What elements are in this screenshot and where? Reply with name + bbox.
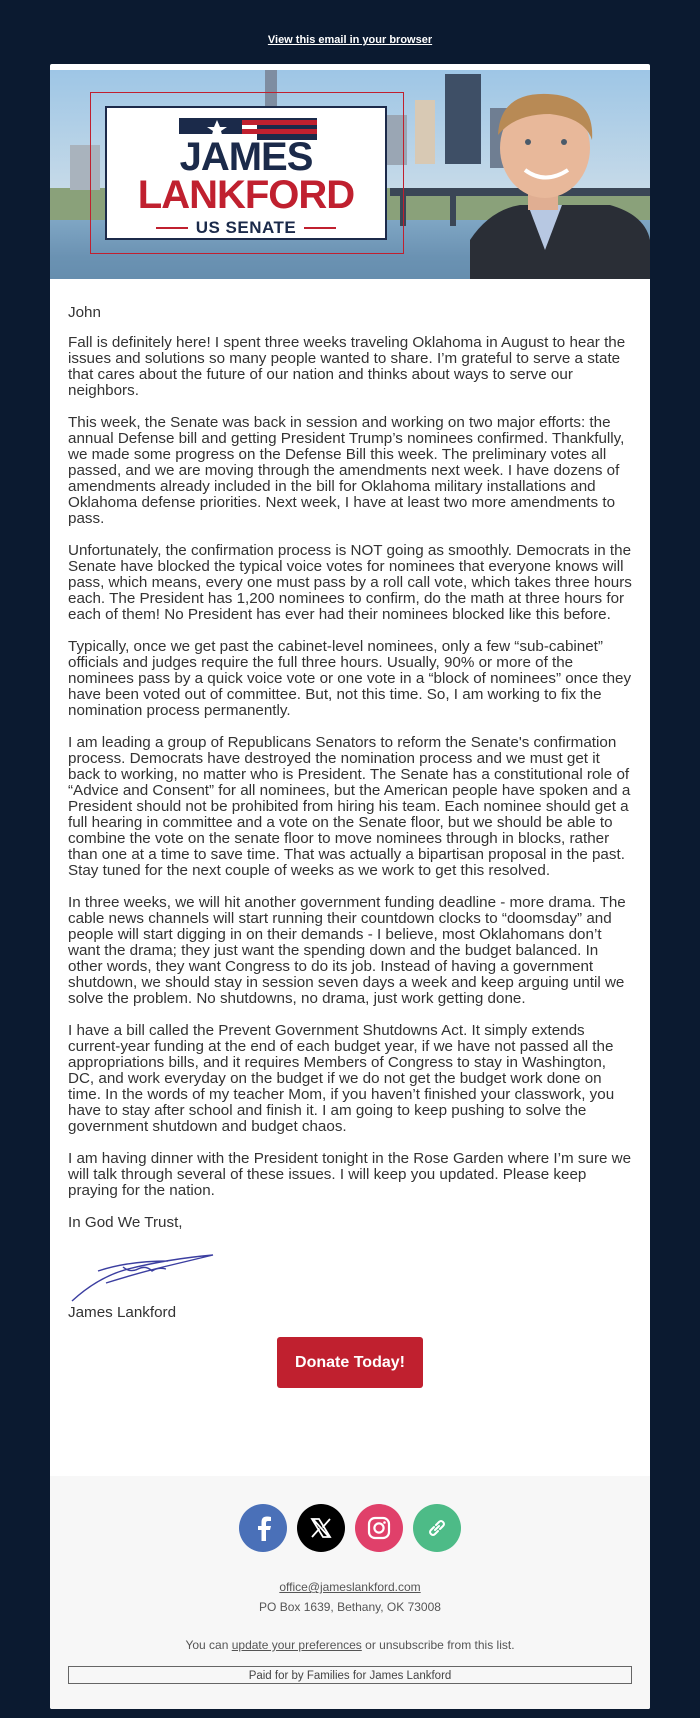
logo-line-2: LANKFORD	[137, 173, 355, 217]
prefs-prefix: You can	[185, 1638, 232, 1652]
social-links	[50, 1476, 650, 1552]
paragraph: In three weeks, we will hit another government funding deadline - more drama. The cable news channels will start running their countdown clocks to “doomsday” and people will start digging in on their demands - I believe, most Oklahomans don’t want the drama; they just want the spending down and the budget balanced. In other words, they want Congress to do its job. Instead of having a government shutdown, we should stay in session seven days a week and keep arguing until we solve the problem. No shutdowns, no drama, just work getting done.	[68, 894, 626, 1007]
facebook-icon[interactable]	[239, 1504, 287, 1552]
footer	[50, 1476, 650, 1709]
paragraph: I am having dinner with the President tonight in the Rose Garden where I’m sure we will talk through several of these issues. I will keep you updated. Please keep praying for the nation.	[68, 1150, 632, 1199]
oklahoma-flag-icon	[107, 108, 389, 142]
x-icon[interactable]	[297, 1504, 345, 1552]
logo-rule-right	[304, 227, 336, 229]
paragraph: I am leading a group of Republicans Senators to reform the Senate's confirmation process. Democrats have destroyed the nomination process and we must get it back to working, no matter who is President. The Senate has a constitutional role of “Advice and Consent” for all nominees, but the American people have spoken and a President should not be prohibited from hiring his team. Each nominee should get a full hearing in committee and a vote on the Senate floor, but we should be able to combine the vote on the senate floor to move nominees through in blocks, rather than one at a time to save time. That was actually a bipartisan proposal in the past. Stay tuned for the next couple of weeks as we work to get this resolved.	[68, 734, 631, 879]
logo-line-1: JAMES	[179, 135, 313, 179]
campaign-logo	[105, 106, 387, 240]
paragraph: Typically, once we get past the cabinet-level nominees, only a few “sub-cabinet” officials and judges require the full three hours. Usually, 90% or more of the nominees pass by a quick voice vote or one vote in a “block of nominees” once they have been voted out of committee. But, not this time. So, I am working to fix the nomination process permanently.	[68, 638, 632, 719]
email-card	[50, 64, 650, 1709]
contact-email-link[interactable]: office@jameslankford.com	[279, 1580, 421, 1594]
paragraph: I have a bill called the Prevent Government Shutdowns Act. It simply extends current-year funding at the end of each budget year, if we have not passed all the appropriations bills, and it requires Members of Congress to stay in Washington, DC, and work everyday on the budget if we do not get the budget work done on time. In the words of my teacher Mom, if you haven’t finished your classwork, you have to stay after school and finish it. I am going to keep pushing to solve the government shutdown and budget chaos.	[68, 1022, 615, 1135]
signer-name: James Lankford	[68, 1304, 177, 1321]
mailing-address: PO Box 1639, Bethany, OK 73008	[259, 1600, 441, 1614]
greeting: John	[68, 304, 101, 321]
link-icon[interactable]	[413, 1504, 461, 1552]
preferences-line	[50, 1638, 650, 1652]
view-in-browser-link[interactable]: View this email in your browser	[267, 34, 433, 46]
donate-button[interactable]: Donate Today!	[277, 1337, 423, 1388]
browser-link-bar	[0, 0, 700, 64]
header-banner	[50, 70, 650, 279]
update-preferences-link[interactable]: update your preferences	[231, 1638, 362, 1652]
paragraph: Fall is definitely here! I spent three weeks traveling Oklahoma in August to hear the issues and solutions so many people wanted to share. I’m grateful to serve a state that cares about the future of our nation and thinks about ways to serve our neighbors.	[68, 334, 626, 399]
paragraph: This week, the Senate was back in session and working on two major efforts: the annual Defense bill and getting President Trump’s nominees confirmed. Thankfully, we made some progress on the Defense Bill this week. The preliminary votes all passed, and we are moving through the amendments next week. I have dozens of amendments already included in the bill for Oklahoma military installations and Oklahoma defense priorities. Next week, I have at least two more amendments to pass.	[68, 414, 625, 527]
instagram-icon[interactable]	[355, 1504, 403, 1552]
logo-line-3: US SENATE	[195, 218, 297, 237]
prefs-suffix: or unsubscribe from this list.	[361, 1638, 515, 1652]
logo-rule-left	[156, 227, 188, 229]
paid-for-disclaimer: Paid for by Families for James Lankford	[68, 1666, 632, 1684]
handwritten-signature	[68, 1247, 218, 1305]
closing-line: In God We Trust,	[68, 1214, 183, 1231]
paragraph: Unfortunately, the confirmation process is NOT going as smoothly. Democrats in the Senate have blocked the typical voice votes for nominees that everyone knows will pass, which means, every one must pass by a roll call vote, which takes three hours each. The President has 1,200 nominees to confirm, do the math at three hours for each of them! No President has ever had their nominees blocked like this before.	[68, 542, 632, 623]
email-body	[50, 279, 650, 1388]
